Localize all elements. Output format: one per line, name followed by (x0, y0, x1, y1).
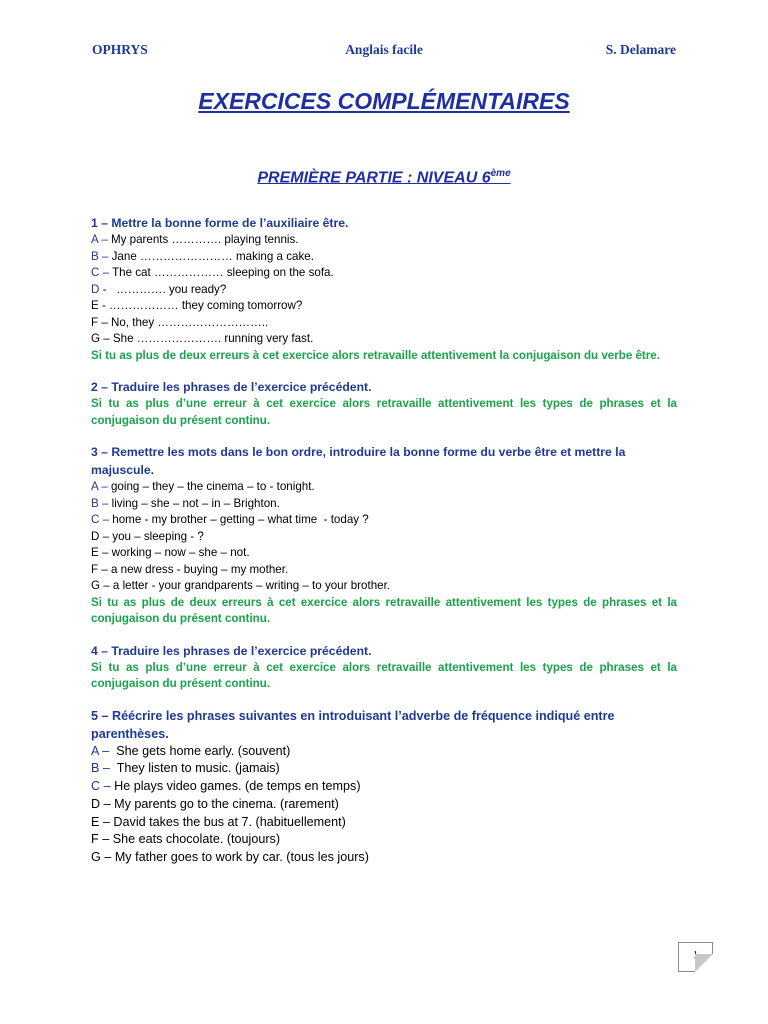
page-number-text: 1 (693, 950, 698, 961)
line-letter: E (91, 546, 99, 559)
line-separator: – (98, 496, 112, 510)
line-letter: A (91, 743, 99, 758)
line-text: The cat ……………… sleeping on the sofa. (112, 266, 334, 279)
line-letter: B (91, 761, 100, 776)
exercise-4 (91, 642, 677, 693)
exercise-1-lines (91, 232, 677, 348)
exercise-line (91, 298, 677, 315)
header-author: S. Delamare (605, 42, 676, 57)
exercise-line (91, 545, 677, 562)
line-separator: - (98, 299, 110, 312)
exercise-line (91, 778, 677, 796)
line-separator: – (98, 743, 113, 758)
exercise-1 (91, 214, 677, 364)
exercise-line (91, 743, 677, 761)
page-curl-icon (695, 954, 713, 972)
line-text: working – now – she – not. (111, 546, 250, 559)
line-letter: F (91, 832, 99, 847)
line-text: My father goes to work by car. (tous les jours) (114, 850, 369, 865)
line-letter: D (91, 796, 101, 811)
line-separator: – (99, 814, 114, 829)
line-letter: E (91, 814, 100, 829)
line-letter: E (91, 299, 99, 312)
exercise-line (91, 315, 677, 332)
line-separator: – (98, 546, 112, 559)
line-separator: – (98, 249, 112, 263)
exercise-line (91, 578, 677, 595)
exercise-line (91, 331, 677, 348)
exercise-4-question: 4 – Traduire les phrases de l’exercice précédent. (91, 643, 372, 658)
line-separator: – (99, 529, 113, 543)
exercise-2-advice: Si tu as plus d’une erreur à cet exercice alors retravaille attentivement les types de phrases et la conjugaison du présent continu. (91, 397, 677, 427)
line-text: They listen to music. (jamais) (113, 761, 280, 776)
line-letter: F (91, 562, 99, 576)
exercise-line (91, 512, 677, 529)
line-separator: – (98, 562, 111, 576)
section-subtitle (0, 168, 768, 187)
line-text: living – she – not – in – Brighton. (111, 496, 280, 510)
line-letter: F (91, 315, 99, 329)
page-header (92, 42, 676, 62)
line-letter: C (91, 266, 100, 279)
line-separator: – (98, 480, 111, 493)
exercise-line (91, 814, 677, 832)
exercise-3-advice: Si tu as plus de deux erreurs à cet exercice alors retravaille attentivement les types de phrases et la conjugaison du présent continu. (91, 595, 677, 625)
line-text: home - my brother – getting – what time - today ? (112, 513, 369, 526)
line-separator: – (99, 513, 113, 526)
line-text: He plays video games. (de temps en temps) (114, 779, 361, 794)
line-text: Jane …………………… making a cake. (111, 249, 314, 263)
exercise-line (91, 479, 677, 496)
exercise-line (91, 265, 677, 282)
line-letter: B (91, 249, 99, 263)
line-letter: G (91, 332, 101, 345)
line-separator: – (100, 579, 113, 592)
line-separator: – (98, 233, 111, 246)
page-title: EXERCICES COMPLÉMENTAIRES (198, 88, 570, 114)
line-text: you – sleeping - ? (112, 529, 204, 543)
line-text: …………. you ready? (116, 282, 227, 296)
exercise-2-question: 2 – Traduire les phrases de l’exercice précédent. (91, 380, 372, 394)
line-separator: – (99, 266, 113, 279)
line-separator: – (98, 832, 113, 847)
line-text: going – they – the cinema – to - tonight. (110, 480, 315, 493)
exercise-3-lines (91, 479, 677, 595)
line-text: a letter - your grandparents – writing – to your brother. (112, 579, 391, 592)
line-separator: - (99, 282, 117, 296)
exercise-line (91, 496, 677, 513)
exercise-line (91, 232, 677, 249)
line-text: No, they ……………………….. (110, 315, 269, 329)
line-text: a new dress - buying – my mother. (110, 562, 289, 576)
line-separator: – (100, 796, 115, 811)
header-publisher: OPHRYS (92, 42, 148, 57)
exercise-line (91, 282, 677, 299)
exercise-5 (91, 707, 677, 868)
line-separator: – (100, 850, 115, 865)
subtitle-text: PREMIÈRE PARTIE : NIVEAU 6 (257, 169, 491, 187)
exercise-line (91, 249, 677, 266)
exercise-5-lines (91, 743, 677, 868)
line-separator: – (99, 761, 114, 776)
exercise-line (91, 831, 677, 849)
exercise-line (91, 562, 677, 579)
line-letter: C (91, 513, 100, 526)
line-letter: C (91, 779, 101, 794)
line-separator: – (100, 332, 113, 345)
exercise-line (91, 529, 677, 546)
line-separator: – (100, 779, 115, 794)
exercise-1-question: 1 – Mettre la bonne forme de l’auxiliaire être. (91, 216, 349, 230)
line-text: She …………………. running very fast. (112, 332, 314, 345)
exercise-4-advice: Si tu as plus d’une erreur à cet exercice alors retravaille attentivement les types de phrases et la conjugaison du présent continu. (91, 660, 677, 690)
exercise-line (91, 796, 677, 814)
line-letter: G (91, 579, 101, 592)
subtitle-superscript: ème (490, 168, 511, 179)
line-text: She gets home early. (souvent) (112, 743, 291, 758)
line-text: My parents go to the cinema. (rarement) (114, 796, 339, 811)
exercise-3-question: 3 – Remettre les mots dans le bon ordre, introduire la bonne forme du verbe être et mettre la majuscule. (91, 445, 626, 477)
exercise-line (91, 760, 677, 778)
exercise-5-question: 5 – Réécrire les phrases suivantes en introduisant l’adverbe de fréquence indiqué entre parenthèses. (91, 708, 615, 741)
line-letter: B (91, 496, 99, 510)
line-text: David takes the bus at 7. (habituellement) (113, 814, 346, 829)
line-separator: – (98, 315, 111, 329)
line-text: My parents …………. playing tennis. (110, 233, 299, 246)
exercise-3 (91, 443, 677, 628)
header-book-title: Anglais facile (345, 42, 423, 57)
line-text: She eats chocolate. (toujours) (112, 832, 281, 847)
exercise-2 (91, 378, 677, 429)
line-letter: A (91, 233, 99, 246)
line-letter: G (91, 850, 101, 865)
line-text: ……………… they coming tomorrow? (109, 299, 303, 312)
line-letter: D (91, 529, 100, 543)
exercise-line (91, 849, 677, 867)
line-letter: A (91, 480, 99, 493)
page-number (678, 942, 713, 972)
line-letter: D (91, 282, 100, 296)
exercise-1-advice: Si tu as plus de deux erreurs à cet exercice alors retravaille attentivement la conjugaison du verbe être. (91, 348, 660, 362)
exercise-content (91, 214, 677, 881)
